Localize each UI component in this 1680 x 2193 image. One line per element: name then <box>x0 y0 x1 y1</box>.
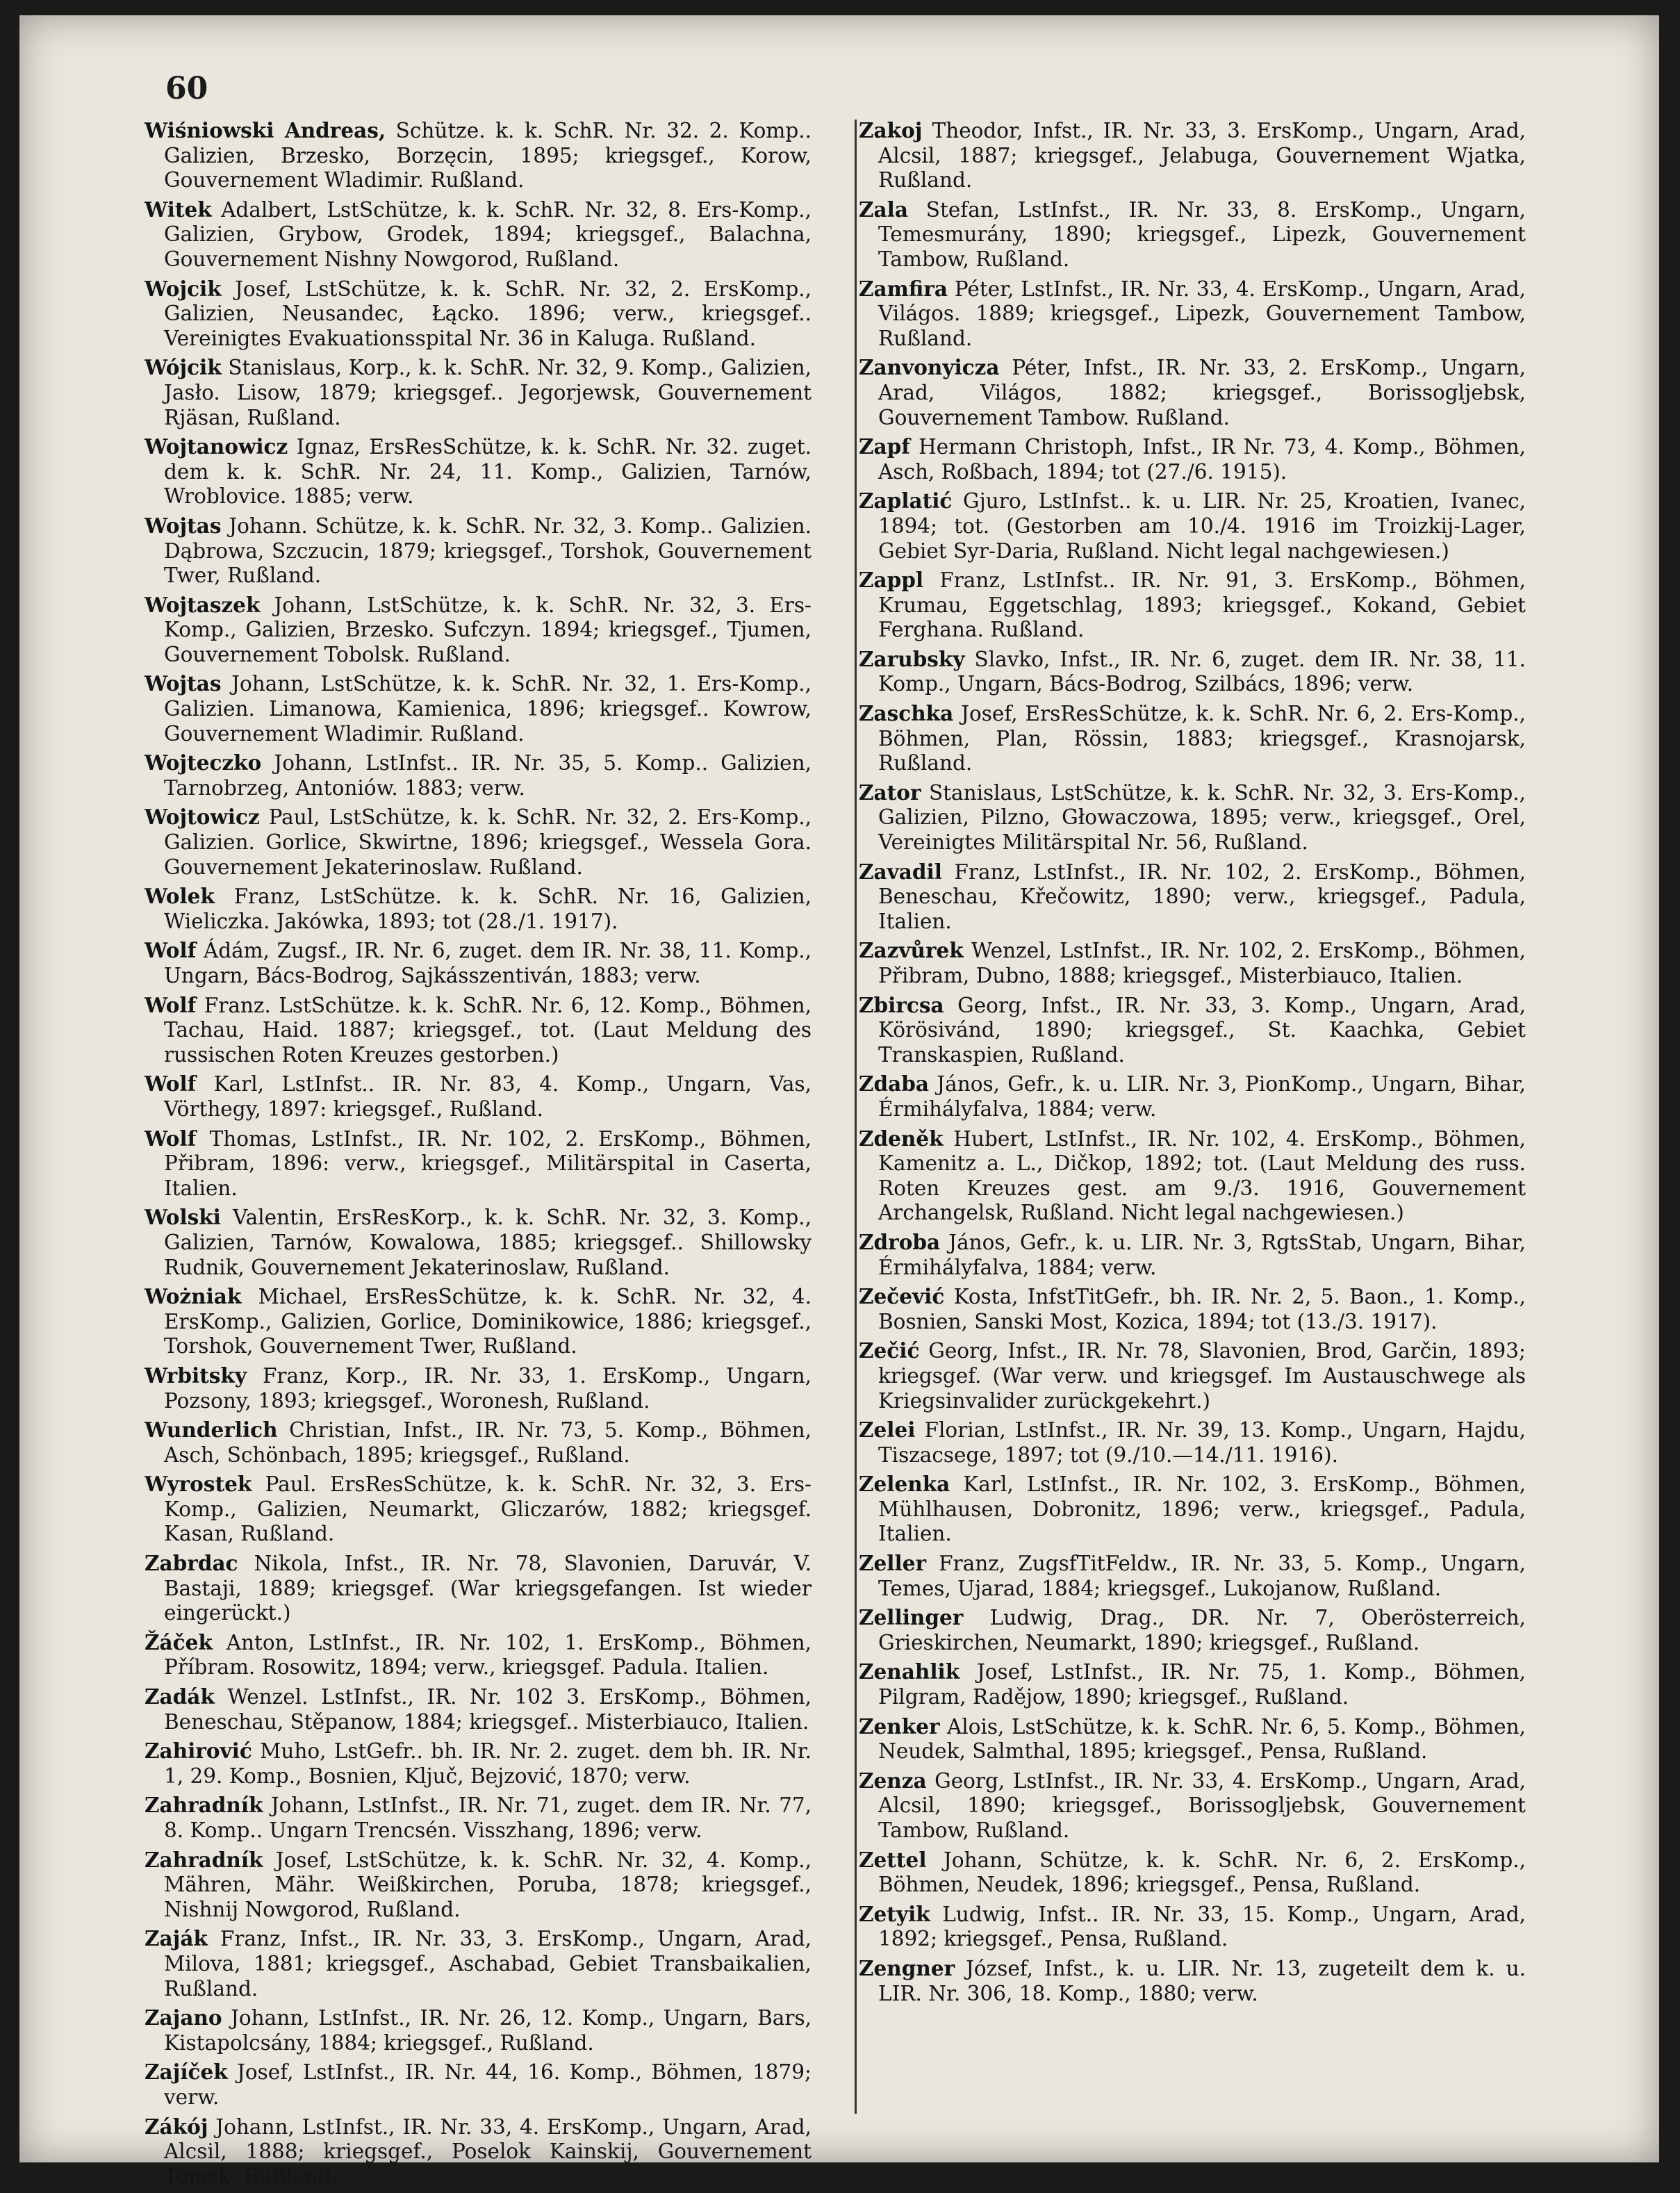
list-entry <box>859 277 1526 352</box>
entry-details: Stanislaus, LstSchütze, k. k. SchR. Nr. 32, 3. Ers-Komp., Galizien, Pilzno, Głowaczowa, 1895; verw., kriegsgef., Orel, Vereinigtes Militärspital Nr. 56, Rußland. <box>878 780 1526 855</box>
entry-details: Ádám, Zugsf., IR. Nr. 6, zuget. dem IR. Nr. 38, 11. Komp., Ungarn, Bács-Bodrog, Sajkásszentiván, 1883; verw. <box>164 939 812 987</box>
entry-name: Zahirović <box>145 1739 252 1764</box>
entry-name: Zahradník <box>145 1847 263 1872</box>
entry-details: Franz, ZugsfTitFeldw., IR. Nr. 33, 5. Komp., Ungarn, Temes, Ujarad, 1884; kriegsgef., Lukojanow, Rußland. <box>878 1552 1526 1600</box>
list-entry <box>859 355 1526 430</box>
entry-details: Josef, ErsResSchütze, k. k. SchR. Nr. 6, 2. Ers-Komp., Böhmen, Plan, Rössin, 1883; kriegsgef., Krasnojarsk, Rußland. <box>878 702 1526 775</box>
entry-name: Zečić <box>859 1338 920 1363</box>
entry-details: Josef, LstSchütze, k. k. SchR. Nr. 32, 4. Komp., Mähren, Mähr. Weißkirchen, Poruba, 1878; kriegsgef., Nishnij Nowgorod, Rußland. <box>164 1848 812 1921</box>
list-entry <box>859 488 1526 564</box>
list-entry <box>859 1659 1526 1709</box>
entry-details: Ignaz, ErsResSchütze, k. k. SchR. Nr. 32. zuget. dem k. k. SchR. Nr. 24, 11. Komp., Galizien, Tarnów, Wroblovice. 1885; verw. <box>164 435 812 509</box>
list-entry <box>145 277 812 352</box>
list-entry <box>859 701 1526 776</box>
entry-details: Franz, LstInfst.. IR. Nr. 91, 3. ErsKomp., Böhmen, Krumau, Eggetschlag, 1893; kriegsgef., Kokand, Gebiet Ferghana. Rußland. <box>878 568 1526 642</box>
entry-name: Wojtas <box>145 671 222 696</box>
entry-details: Franz, Infst., IR. Nr. 33, 3. ErsKomp., Ungarn, Arad, Milova, 1881; kriegsgef., Aschabad, Gebiet Transbaikalien, Rußland. <box>164 1927 812 2001</box>
entry-name: Zeller <box>859 1551 927 1576</box>
list-entry <box>145 1205 812 1280</box>
list-entry <box>145 1363 812 1413</box>
list-entry <box>859 197 1526 272</box>
entry-details: Valentin, ErsResKorp., k. k. SchR. Nr. 32, 3. Komp., Galizien, Tarnów, Kowalowa, 1885; kriegsgef.. Shillowsky Rudnik, Gouvernement Jekaterinoslaw, Rußland. <box>164 1206 812 1279</box>
entry-name: Zdeněk <box>859 1126 944 1151</box>
list-entry <box>145 2060 812 2110</box>
list-entry <box>145 2005 812 2055</box>
entry-name: Zdaba <box>859 1071 930 1096</box>
list-entry <box>859 434 1526 484</box>
page-number: 60 <box>165 71 208 106</box>
entry-name: Witek <box>145 197 212 222</box>
entry-name: Zákój <box>145 2114 208 2139</box>
entry-details: Florian, LstInfst., IR. Nr. 39, 13. Komp., Ungarn, Hajdu, Tiszacsege, 1897; tot (9./10.—14./11. 1916). <box>878 1418 1526 1467</box>
list-entry <box>145 993 812 1068</box>
entry-name: Zapf <box>859 434 910 459</box>
entry-name: Zaják <box>145 1926 208 1951</box>
entry-name: Wrbitsky <box>145 1363 247 1388</box>
entry-name: Zenker <box>859 1714 940 1739</box>
column-divider <box>855 120 857 2114</box>
entry-details: Franz. LstSchütze. k. k. SchR. Nr. 6, 12. Komp., Böhmen, Tachau, Haid. 1887; kriegsgef., tot. (Laut Meldung des russischen Roten Kreuzes gestorben.) <box>164 993 812 1067</box>
list-entry <box>145 1284 812 1359</box>
entry-details: Johann, LstInfst., IR. Nr. 33, 4. ErsKomp., Ungarn, Arad, Alcsil, 1888; kriegsgef., Poselok Kainskij, Gouvernement Tomsk, Rußland. <box>164 2114 812 2188</box>
entry-details: Stanislaus, Korp., k. k. SchR. Nr. 32, 9. Komp., Galizien, Jasło. Lisow, 1879; kriegsgef.. Jegorjewsk, Gouvernement Rjäsan, Rußland. <box>164 356 812 429</box>
entry-details: Johann, Schütze, k. k. SchR. Nr. 6, 2. ErsKomp., Böhmen, Neudek, 1896; kriegsgef., Pensa, Rußland. <box>878 1848 1526 1897</box>
entry-details: Paul, LstSchütze, k. k. SchR. Nr. 32, 2. Ers-Komp., Galizien. Gorlice, Skwirtne, 1896; kriegsgef., Wessela Gora. Gouvernement Jekaterinoslaw. Rußland. <box>164 805 812 879</box>
list-entry <box>859 1338 1526 1413</box>
entry-name: Zajíček <box>145 2060 228 2085</box>
right-column <box>859 118 1526 2010</box>
entry-name: Zavadil <box>859 859 942 884</box>
list-entry <box>859 1472 1526 1547</box>
entry-name: Wójcik <box>145 355 222 380</box>
entry-name: Zadák <box>145 1684 215 1709</box>
list-entry <box>145 805 812 880</box>
entry-name: Zappl <box>859 568 924 593</box>
entry-details: Johann, LstInfst.. IR. Nr. 35, 5. Komp.. Galizien, Tarnobrzeg, Antoniów. 1883; verw. <box>164 751 812 800</box>
entry-details: Georg, Infst., IR. Nr. 33, 3. Komp., Ungarn, Arad, Körösivánd, 1890; kriegsgef., St. Kaachka, Gebiet Transkaspien, Rußland. <box>878 993 1526 1067</box>
entry-details: Wenzel. LstInfst., IR. Nr. 102 3. ErsKomp., Böhmen, Beneschau, Stěpanow, 1884; kriegsgef.. Misterbiauco, Italien. <box>164 1685 812 1734</box>
entry-details: József, Infst., k. u. LIR. Nr. 13, zugeteilt dem k. u. LIR. Nr. 306, 18. Komp., 1880; verw. <box>878 1956 1526 2005</box>
entry-details: Johann, LstInfst., IR. Nr. 26, 12. Komp., Ungarn, Bars, Kistapolcsány, 1884; kriegsgef., Rußland. <box>164 2006 812 2055</box>
entry-name: Wojcik <box>145 276 222 301</box>
list-entry <box>859 993 1526 1068</box>
list-entry <box>145 1472 812 1547</box>
entry-name: Zenza <box>859 1768 927 1793</box>
list-entry <box>145 750 812 800</box>
list-entry <box>859 1768 1526 1843</box>
list-entry <box>859 1126 1526 1226</box>
entry-name: Zečević <box>859 1284 945 1309</box>
entry-name: Zellinger <box>859 1605 964 1630</box>
entry-details: Josef, LstInfst., IR. Nr. 44, 16. Komp., Böhmen, 1879; verw. <box>164 2060 812 2109</box>
list-entry <box>859 780 1526 855</box>
entry-details: Anton, LstInfst., IR. Nr. 102, 1. ErsKomp., Böhmen, Příbram. Rosowitz, 1894; verw., kriegsgef. Padula. Italien. <box>164 1630 812 1679</box>
entry-name: Wojtas <box>145 513 222 538</box>
entry-details: Ludwig, Drag., DR. Nr. 7, Oberösterreich, Grieskirchen, Neumarkt, 1890; kriegsgef., Rußland. <box>878 1606 1526 1654</box>
entry-name: Žáček <box>145 1629 213 1654</box>
entry-details: Péter, Infst., IR. Nr. 33, 2. ErsKomp., Ungarn, Arad, Világos, 1882; kriegsgef., Borissogljebsk, Gouvernement Tambow. Rußland. <box>878 356 1526 429</box>
document-page <box>19 15 1659 2188</box>
list-entry <box>145 1739 812 1789</box>
list-entry <box>145 1926 812 2001</box>
list-entry <box>145 118 812 193</box>
entry-details: Gjuro, LstInfst.. k. u. LIR. Nr. 25, Kroatien, Ivanec, 1894; tot. (Gestorben am 10./4. 1916 im Troizkij-Lager, Gebiet Syr-Daria, Rußland. Nicht legal nachgewiesen.) <box>878 489 1526 563</box>
entry-name: Zaschka <box>859 701 954 726</box>
entry-name: Wojtanowicz <box>145 434 288 459</box>
entry-details: Johann, LstSchütze, k. k. SchR. Nr. 32, 3. Ers-Komp., Galizien, Brzesko. Sufczyn. 1894; kriegsgef., Tjumen, Gouvernement Tobolsk. Rußland. <box>164 593 812 666</box>
list-entry <box>145 884 812 934</box>
entry-name: Zala <box>859 197 908 222</box>
entry-name: Zelenka <box>859 1472 950 1497</box>
entry-details: Franz, Korp., IR. Nr. 33, 1. ErsKomp., Ungarn, Pozsony, 1893; kriegsgef., Woronesh, Rußland. <box>164 1363 812 1413</box>
entry-name: Wunderlich <box>145 1418 278 1443</box>
list-entry <box>859 1714 1526 1764</box>
entry-name: Wiśniowski Andreas, <box>145 118 386 142</box>
entry-details: Wenzel, LstInfst., IR. Nr. 102, 2. ErsKomp., Böhmen, Přibram, Dubno, 1888; kriegsgef., Misterbiauco, Italien. <box>878 939 1526 987</box>
list-entry <box>145 593 812 668</box>
entry-details: Hermann Christoph, Infst., IR Nr. 73, 4. Komp., Böhmen, Asch, Roßbach, 1894; tot (27./6. 1915). <box>878 435 1526 484</box>
entry-name: Wożniak <box>145 1284 242 1309</box>
list-entry <box>859 1071 1526 1122</box>
entry-name: Zamfira <box>859 276 948 301</box>
entry-details: Georg, LstInfst., IR. Nr. 33, 4. ErsKomp., Ungarn, Arad, Alcsil, 1890; kriegsgef., Borissogljebsk, Gouvernement Tambow, Rußland. <box>878 1768 1526 1842</box>
list-entry <box>145 2114 812 2190</box>
entry-details: Johann, LstInfst., IR. Nr. 71, zuget. dem IR. Nr. 77, 8. Komp.. Ungarn Trencsén. Visszhang, 1896; verw. <box>164 1793 812 1842</box>
list-entry <box>145 671 812 746</box>
list-entry <box>145 434 812 509</box>
list-entry <box>145 1630 812 1680</box>
entry-name: Wyrostek <box>145 1472 252 1497</box>
entry-name: Zakoj <box>859 118 923 142</box>
list-entry <box>859 1230 1526 1280</box>
entry-name: Zabrdac <box>145 1551 238 1576</box>
list-entry <box>859 568 1526 643</box>
entry-name: Zator <box>859 780 921 805</box>
entry-name: Wolski <box>145 1205 221 1230</box>
entry-details: Karl, LstInfst., IR. Nr. 102, 3. ErsKomp., Böhmen, Mühlhausen, Dobronitz, 1896; verw., kriegsgef., Padula, Italien. <box>878 1472 1526 1546</box>
entry-details: Péter, LstInfst., IR. Nr. 33, 4. ErsKomp., Ungarn, Arad, Világos. 1889; kriegsgef., Lipezk, Gouvernement Tambow, Rußland. <box>878 277 1526 350</box>
entry-details: Christian, Infst., IR. Nr. 73, 5. Komp., Böhmen, Asch, Schönbach, 1895; kriegsgef., Rußland. <box>164 1418 812 1467</box>
entry-details: Georg, Infst., IR. Nr. 78, Slavonien, Brod, Garčin, 1893; kriegsgef. (War verw. und kriegsgef. Im Austauschwege als Kriegsinvalider zurückgekehrt.) <box>878 1339 1526 1413</box>
entry-details: Paul. ErsResSchütze, k. k. SchR. Nr. 32, 3. Ers-Komp., Galizien, Neumarkt, Gliczarów, 1882; kriegsgef. Kasan, Rußland. <box>164 1472 812 1546</box>
entry-name: Wolek <box>145 884 215 909</box>
entry-details: Nikola, Infst., IR. Nr. 78, Slavonien, Daruvár, V. Bastaji, 1889; kriegsgef. (War kriegsgefangen. Ist wieder eingerückt.) <box>164 1552 812 1625</box>
list-entry <box>145 355 812 430</box>
entry-details: Theodor, Infst., IR. Nr. 33, 3. ErsKomp., Ungarn, Arad, Alcsil, 1887; kriegsgef., Jelabuga, Gouvernement Wjatka, Rußland. <box>878 119 1526 192</box>
list-entry <box>145 1071 812 1122</box>
list-entry <box>145 938 812 988</box>
entry-details: Schütze. k. k. SchR. Nr. 32. 2. Komp.. Galizien, Brzesko, Borzęcin, 1895; kriegsgef., Korow, Gouvernement Wladimir. Rußland. <box>164 119 812 192</box>
entry-name: Zahradník <box>145 1793 263 1818</box>
list-entry <box>145 1684 812 1734</box>
list-entry <box>859 860 1526 935</box>
list-entry <box>859 1956 1526 2006</box>
entry-details: Josef, LstSchütze, k. k. SchR. Nr. 32, 2. ErsKomp., Galizien, Neusandec, Łącko. 1896; verw., kriegsgef.. Vereinigtes Evakuationsspital Nr. 36 in Kaluga. Rußland. <box>164 277 812 350</box>
entry-details: Johann, LstSchütze, k. k. SchR. Nr. 32, 1. Ers-Komp., Galizien. Limanowa, Kamienica, 1896; kriegsgef.. Kowrow, Gouvernement Wladimir. Rußland. <box>164 672 812 746</box>
list-entry <box>145 1551 812 1626</box>
list-entry <box>859 938 1526 988</box>
entry-name: Zenahlik <box>859 1659 960 1684</box>
list-entry <box>859 1902 1526 1952</box>
entry-details: Franz, LstInfst., IR. Nr. 102, 2. ErsKomp., Böhmen, Beneschau, Křečowitz, 1890; verw., kriegsgef., Padula, Italien. <box>878 860 1526 933</box>
list-entry <box>859 118 1526 193</box>
entry-details: Adalbert, LstSchütze, k. k. SchR. Nr. 32, 8. Ers-Komp., Galizien, Grybow, Grodek, 1894; kriegsgef., Balachna, Gouvernement Nishny Nowgorod, Rußland. <box>164 197 812 271</box>
list-entry <box>145 1848 812 1923</box>
entry-details: Kosta, InfstTitGefr., bh. IR. Nr. 2, 5. Baon., 1. Komp., Bosnien, Sanski Most, Kozica, 1894; tot (13./3. 1917). <box>878 1285 1526 1333</box>
entry-details: Slavko, Infst., IR. Nr. 6, zuget. dem IR. Nr. 38, 11. Komp., Ungarn, Bács-Bodrog, Szilbács, 1896; verw. <box>878 647 1526 696</box>
list-entry <box>145 514 812 589</box>
entry-name: Wolf <box>145 938 197 963</box>
entry-name: Zarubsky <box>859 646 965 671</box>
entry-name: Zettel <box>859 1847 927 1872</box>
entry-name: Wolf <box>145 1126 197 1151</box>
entry-details: Franz, LstSchütze. k. k. SchR. Nr. 16, Galizien, Wieliczka. Jakówka, 1893; tot (28./1. 1917). <box>164 885 812 933</box>
entry-details: János, Gefr., k. u. LIR. Nr. 3, PionKomp., Ungarn, Bihar, Érmihályfalva, 1884; verw. <box>878 1072 1526 1121</box>
list-entry <box>145 1126 812 1201</box>
list-entry <box>859 1848 1526 1898</box>
entry-details: Stefan, LstInfst., IR. Nr. 33, 8. ErsKomp., Ungarn, Temesmurány, 1890; kriegsgef., Lipezk, Gouvernement Tambow, Rußland. <box>878 197 1526 271</box>
list-entry <box>859 1551 1526 1601</box>
entry-details: Hubert, LstInfst., IR. Nr. 102, 4. ErsKomp., Böhmen, Kamenitz a. L., Dičkop, 1892; tot. (Laut Meldung des russ. Roten Kreuzes gest. am 9./3. 1916, Gouvernement Archangelsk, Rußland. Nicht legal nachgewiesen.) <box>878 1126 1526 1225</box>
entry-details: Karl, LstInfst.. IR. Nr. 83, 4. Komp., Ungarn, Vas, Vörthegy, 1897: kriegsgef., Rußland. <box>164 1072 812 1121</box>
entry-name: Zaplatić <box>859 488 953 514</box>
entry-name: Wojtowicz <box>145 805 260 830</box>
entry-name: Zetyik <box>859 1901 930 1926</box>
entry-details: Thomas, LstInfst., IR. Nr. 102, 2. ErsKomp., Böhmen, Přibram, 1896: verw., kriegsgef., Militärspital in Caserta, Italien. <box>164 1126 812 1200</box>
entry-name: Zanvonyicza <box>859 355 1000 380</box>
entry-name: Zazvůrek <box>859 938 964 963</box>
entry-name: Zajano <box>145 2005 222 2030</box>
entry-name: Wojteczko <box>145 750 262 775</box>
left-column <box>145 118 812 2193</box>
entry-name: Wojtaszek <box>145 592 261 617</box>
entry-details: Johann. Schütze, k. k. SchR. Nr. 32, 3. Komp.. Galizien. Dąbrowa, Szczucin, 1879; kriegsgef., Torshok, Gouvernement Twer, Rußland. <box>164 514 812 588</box>
entry-details: Alois, LstSchütze, k. k. SchR. Nr. 6, 5. Komp., Böhmen, Neudek, Salmthal, 1895; kriegsgef., Pensa, Rußland. <box>878 1714 1526 1764</box>
entry-details: Muho, LstGefr.. bh. IR. Nr. 2. zuget. dem bh. IR. Nr. 1, 29. Komp., Bosnien, Ključ, Bejzović, 1870; verw. <box>164 1739 812 1788</box>
list-entry <box>145 1418 812 1468</box>
list-entry <box>859 1605 1526 1655</box>
entry-details: Ludwig, Infst.. IR. Nr. 33, 15. Komp., Ungarn, Arad, 1892; kriegsgef., Pensa, Rußland. <box>878 1902 1526 1951</box>
list-entry <box>145 1793 812 1843</box>
entry-details: Josef, LstInfst., IR. Nr. 75, 1. Komp., Böhmen, Pilgram, Radějow, 1890; kriegsgef., Rußland. <box>878 1660 1526 1709</box>
list-entry <box>859 647 1526 697</box>
entry-name: Wolf <box>145 1071 197 1096</box>
list-entry <box>859 1418 1526 1468</box>
list-entry <box>859 1284 1526 1334</box>
entry-name: Zdroba <box>859 1229 941 1254</box>
list-entry <box>145 197 812 272</box>
entry-name: Wolf <box>145 992 197 1017</box>
entry-details: Michael, ErsResSchütze, k. k. SchR. Nr. 32, 4. ErsKomp., Galizien, Gorlice, Dominikowice, 1886; kriegsgef., Torshok, Gouvernement Twer, Rußland. <box>164 1285 812 1358</box>
entry-details: János, Gefr., k. u. LIR. Nr. 3, RgtsStab, Ungarn, Bihar, Érmihályfalva, 1884; verw. <box>878 1230 1526 1279</box>
entry-name: Zelei <box>859 1418 916 1443</box>
entry-name: Zbircsa <box>859 992 944 1017</box>
entry-name: Zengner <box>859 1955 955 1980</box>
